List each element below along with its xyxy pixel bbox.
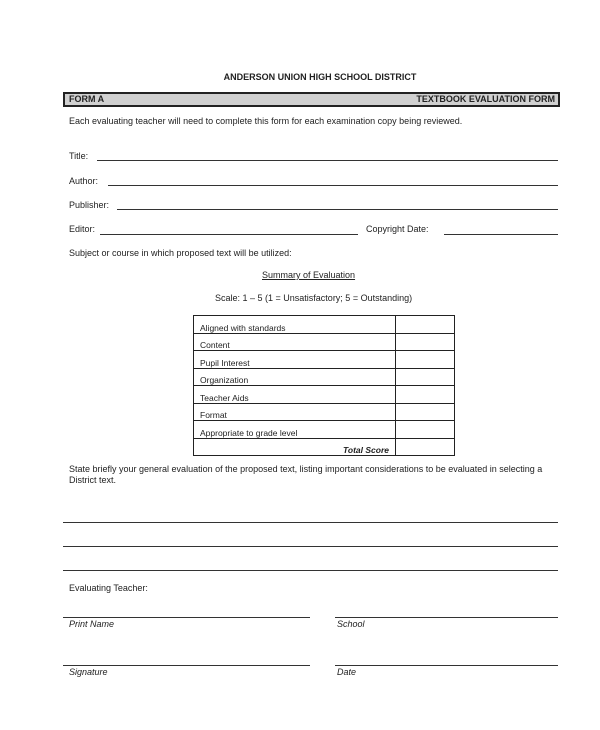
author-label: Author: xyxy=(69,176,99,186)
table-row xyxy=(194,316,455,334)
date-field[interactable] xyxy=(335,665,558,666)
score-cell[interactable] xyxy=(396,333,455,351)
total-row xyxy=(194,438,455,456)
row-label: Organization xyxy=(194,368,396,386)
row-label: Format xyxy=(194,403,396,421)
row-label: Teacher Aids xyxy=(194,386,396,404)
form-title: TEXTBOOK EVALUATION FORM xyxy=(416,94,555,104)
date-label: Date xyxy=(337,667,357,677)
title-field[interactable] xyxy=(97,160,558,161)
row-label: Pupil Interest xyxy=(194,351,396,369)
table-row xyxy=(194,333,455,351)
form-header-bar xyxy=(63,92,560,107)
signature-label: Signature xyxy=(69,667,108,677)
copyright-label: Copyright Date: xyxy=(366,224,429,234)
row-label: Appropriate to grade level xyxy=(194,421,396,439)
editor-label: Editor: xyxy=(69,224,96,234)
table-row xyxy=(194,403,455,421)
table-row xyxy=(194,386,455,404)
evaluation-line-3[interactable] xyxy=(63,570,558,571)
school-field[interactable] xyxy=(335,617,558,618)
summary-heading: Summary of Evaluation xyxy=(262,270,356,280)
copyright-field[interactable] xyxy=(444,234,558,235)
row-label: Aligned with standards xyxy=(194,316,396,334)
author-field[interactable] xyxy=(108,185,558,186)
evaluation-prompt: State briefly your general evaluation of the proposed text, listing important considerations to be evaluated in selecting a District text. xyxy=(69,464,543,485)
evaluation-line-1[interactable] xyxy=(63,522,558,523)
score-cell[interactable] xyxy=(396,403,455,421)
publisher-field[interactable] xyxy=(117,209,558,210)
table-row xyxy=(194,421,455,439)
total-label: Total Score xyxy=(194,438,396,456)
publisher-label: Publisher: xyxy=(69,200,110,210)
title-label: Title: xyxy=(69,151,89,161)
table-row xyxy=(194,351,455,369)
print-name-label: Print Name xyxy=(69,619,115,629)
evaluation-line-2[interactable] xyxy=(63,546,558,547)
signature-field[interactable] xyxy=(63,665,310,666)
score-cell[interactable] xyxy=(396,368,455,386)
form-id: FORM A xyxy=(69,94,105,104)
district-title: ANDERSON UNION HIGH SCHOOL DISTRICT xyxy=(223,72,417,82)
school-label: School xyxy=(337,619,365,629)
evaluating-teacher-label: Evaluating Teacher: xyxy=(69,583,148,593)
total-score-cell[interactable] xyxy=(396,438,455,456)
score-cell[interactable] xyxy=(396,421,455,439)
scale-text: Scale: 1 – 5 (1 = Unsatisfactory; 5 = Outstanding) xyxy=(215,293,413,303)
intro-text: Each evaluating teacher will need to complete this form for each examination copy being reviewed. xyxy=(69,116,463,126)
table-row xyxy=(194,368,455,386)
row-label: Content xyxy=(194,333,396,351)
score-cell[interactable] xyxy=(396,351,455,369)
score-cell[interactable] xyxy=(396,386,455,404)
editor-field[interactable] xyxy=(100,234,358,235)
subject-label: Subject or course in which proposed text will be utilized: xyxy=(69,248,292,258)
score-cell[interactable] xyxy=(396,316,455,334)
print-name-field[interactable] xyxy=(63,617,310,618)
evaluation-table xyxy=(193,315,455,456)
